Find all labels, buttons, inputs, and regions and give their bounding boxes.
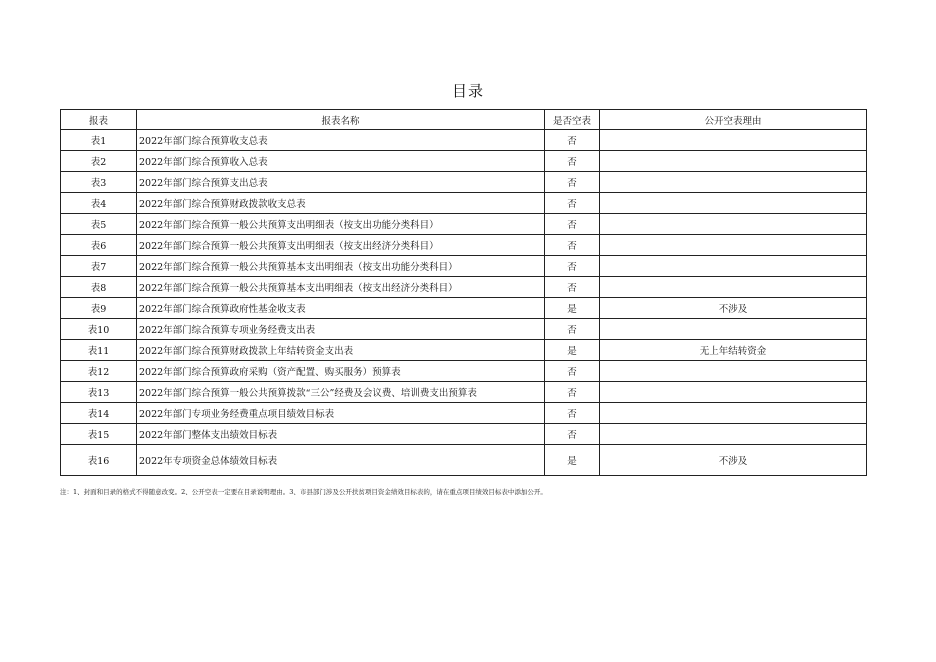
- table-row: [61, 382, 867, 403]
- is-empty-cell: 否: [545, 361, 600, 382]
- table-row: [61, 172, 867, 193]
- table-row: [61, 277, 867, 298]
- empty-reason-cell: [600, 130, 867, 151]
- report-id-cell: 表7: [61, 256, 137, 277]
- is-empty-cell: 是: [545, 298, 600, 319]
- report-id-cell: 表15: [61, 424, 137, 445]
- is-empty-cell: 否: [545, 382, 600, 403]
- report-id-cell: 表1: [61, 130, 137, 151]
- empty-reason-cell: [600, 319, 867, 340]
- table-row: [61, 298, 867, 319]
- page-title: 目录: [451, 82, 484, 100]
- report-id-cell: 表13: [61, 382, 137, 403]
- empty-reason-cell: [600, 424, 867, 445]
- report-name-cell: 2022年部门整体支出绩效目标表: [137, 424, 545, 445]
- report-id-cell: 表2: [61, 151, 137, 172]
- contents-table: [60, 109, 867, 476]
- report-name-cell: 2022年部门专项业务经费重点项目绩效目标表: [137, 403, 545, 424]
- table-row: [61, 361, 867, 382]
- table-row: [61, 340, 867, 361]
- report-name-cell: 2022年部门综合预算财政拨款收支总表: [137, 193, 545, 214]
- header-report-name: 报表名称: [137, 110, 545, 130]
- report-id-cell: 表8: [61, 277, 137, 298]
- table-row: [61, 424, 867, 445]
- footnote: 注：1、封面和目录的格式不得随意改变。2、公开空表一定要在目录说明理由。3、市县部门涉及公开扶贫项目资金绩效目标表的，请在重点项目绩效目标表中添加公开。: [60, 488, 547, 496]
- header-report: 报表: [61, 110, 137, 130]
- empty-reason-cell: 不涉及: [600, 298, 867, 319]
- table-row: [61, 445, 867, 476]
- report-name-cell: 2022年部门综合预算支出总表: [137, 172, 545, 193]
- report-id-cell: 表14: [61, 403, 137, 424]
- table-body: [61, 130, 867, 476]
- report-name-cell: 2022年部门综合预算一般公共预算拨款“三公”经费及会议费、培训费支出预算表: [137, 382, 545, 403]
- empty-reason-cell: [600, 382, 867, 403]
- empty-reason-cell: [600, 193, 867, 214]
- report-id-cell: 表12: [61, 361, 137, 382]
- empty-reason-cell: [600, 235, 867, 256]
- is-empty-cell: 否: [545, 256, 600, 277]
- report-id-cell: 表10: [61, 319, 137, 340]
- table-row: [61, 403, 867, 424]
- report-name-cell: 2022年部门综合预算收支总表: [137, 130, 545, 151]
- report-id-cell: 表6: [61, 235, 137, 256]
- report-name-cell: 2022年专项资金总体绩效目标表: [137, 445, 545, 476]
- is-empty-cell: 否: [545, 151, 600, 172]
- report-name-cell: 2022年部门综合预算一般公共预算基本支出明细表（按支出功能分类科目）: [137, 256, 545, 277]
- empty-reason-cell: [600, 277, 867, 298]
- is-empty-cell: 否: [545, 214, 600, 235]
- report-name-cell: 2022年部门综合预算一般公共预算支出明细表（按支出功能分类科目）: [137, 214, 545, 235]
- report-id-cell: 表5: [61, 214, 137, 235]
- header-empty-reason: 公开空表理由: [600, 110, 867, 130]
- table-row: [61, 193, 867, 214]
- report-id-cell: 表9: [61, 298, 137, 319]
- table-row: [61, 130, 867, 151]
- is-empty-cell: 否: [545, 193, 600, 214]
- empty-reason-cell: [600, 151, 867, 172]
- report-id-cell: 表4: [61, 193, 137, 214]
- is-empty-cell: 是: [545, 340, 600, 361]
- report-id-cell: 表3: [61, 172, 137, 193]
- header-is-empty: 是否空表: [545, 110, 600, 130]
- report-id-cell: 表11: [61, 340, 137, 361]
- is-empty-cell: 否: [545, 130, 600, 151]
- empty-reason-cell: [600, 214, 867, 235]
- table-row: [61, 319, 867, 340]
- is-empty-cell: 否: [545, 403, 600, 424]
- report-name-cell: 2022年部门综合预算一般公共预算基本支出明细表（按支出经济分类科目）: [137, 277, 545, 298]
- is-empty-cell: 否: [545, 277, 600, 298]
- report-name-cell: 2022年部门综合预算收入总表: [137, 151, 545, 172]
- table-row: [61, 235, 867, 256]
- empty-reason-cell: [600, 256, 867, 277]
- report-name-cell: 2022年部门综合预算专项业务经费支出表: [137, 319, 545, 340]
- report-name-cell: 2022年部门综合预算财政拨款上年结转资金支出表: [137, 340, 545, 361]
- empty-reason-cell: [600, 403, 867, 424]
- table-row: [61, 214, 867, 235]
- report-name-cell: 2022年部门综合预算一般公共预算支出明细表（按支出经济分类科目）: [137, 235, 545, 256]
- report-name-cell: 2022年部门综合预算政府性基金收支表: [137, 298, 545, 319]
- report-id-cell: 表16: [61, 445, 137, 476]
- is-empty-cell: 否: [545, 424, 600, 445]
- is-empty-cell: 否: [545, 235, 600, 256]
- is-empty-cell: 是: [545, 445, 600, 476]
- table-header-row: [61, 110, 867, 130]
- table-row: [61, 256, 867, 277]
- empty-reason-cell: [600, 361, 867, 382]
- report-name-cell: 2022年部门综合预算政府采购（资产配置、购买服务）预算表: [137, 361, 545, 382]
- empty-reason-cell: 不涉及: [600, 445, 867, 476]
- is-empty-cell: 否: [545, 172, 600, 193]
- table-row: [61, 151, 867, 172]
- empty-reason-cell: 无上年结转资金: [600, 340, 867, 361]
- empty-reason-cell: [600, 172, 867, 193]
- is-empty-cell: 否: [545, 319, 600, 340]
